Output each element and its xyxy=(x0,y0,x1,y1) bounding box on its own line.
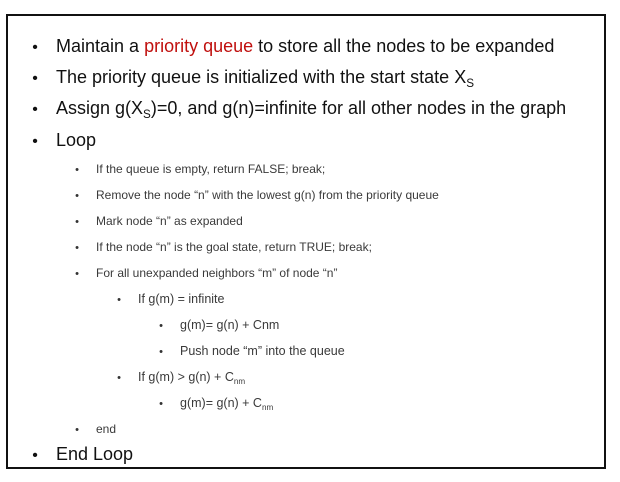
item-text: g(m)= g(n) + Cnm xyxy=(180,318,280,332)
bullet: • xyxy=(32,133,38,150)
list-item-goal-state xyxy=(72,240,372,254)
item-text xyxy=(180,396,273,410)
text-segment: Maintain a xyxy=(56,36,145,56)
list-item-set-g-cnm xyxy=(156,318,279,332)
bullet: • xyxy=(75,216,79,228)
list-item-end xyxy=(72,422,116,436)
item-text: End Loop xyxy=(56,444,134,464)
list-item-for-neighbors xyxy=(72,266,337,280)
item-text: Push node “m” into the queue xyxy=(180,344,345,358)
list-item-assign-g xyxy=(26,98,567,122)
bullet: • xyxy=(75,190,79,202)
bullet: • xyxy=(32,447,38,464)
item-text: If the node “n” is the goal state, return TRUE; break; xyxy=(96,240,372,254)
list-item-end-loop xyxy=(26,444,133,465)
list-item-update-g xyxy=(156,396,273,410)
list-item-queue-empty xyxy=(72,162,325,176)
text-segment: to store all the nodes to be expanded xyxy=(253,36,555,56)
bullet: • xyxy=(75,242,79,254)
text-segment: The priority queue is initialized with the start state X xyxy=(56,67,467,87)
subscript: nm xyxy=(261,402,274,412)
item-text xyxy=(56,98,567,122)
text-segment: Assign g(X xyxy=(56,98,144,118)
bullet: • xyxy=(32,70,38,87)
item-text: If the queue is empty, return FALSE; break; xyxy=(96,162,326,176)
item-text xyxy=(138,370,245,384)
item-text xyxy=(56,36,554,57)
bullet: • xyxy=(159,398,163,410)
slide xyxy=(6,14,606,469)
item-text: If g(m) = infinite xyxy=(138,292,225,306)
subscript: S xyxy=(143,108,151,122)
item-text: For all unexpanded neighbors “m” of node “n” xyxy=(96,266,338,280)
item-text: end xyxy=(96,422,117,436)
list-item-maintain-priority-queue xyxy=(26,36,554,57)
list-item-push-node xyxy=(156,344,345,358)
subscript: S xyxy=(466,77,474,91)
item-text: Mark node “n” as expanded xyxy=(96,214,243,228)
bullet: • xyxy=(117,372,121,384)
bullet: • xyxy=(159,346,163,358)
list-item-loop xyxy=(26,130,96,151)
bullet: • xyxy=(117,294,121,306)
list-item-if-infinite xyxy=(114,292,225,306)
bullet: • xyxy=(32,39,38,56)
list-item-remove-node xyxy=(72,188,439,202)
text-segment: g(m)= g(n) + C xyxy=(180,396,262,410)
item-text xyxy=(56,67,474,91)
bullet: • xyxy=(75,424,79,436)
item-text: Remove the node “n” with the lowest g(n) from the priority queue xyxy=(96,188,439,202)
subscript: nm xyxy=(233,376,246,386)
item-text: Loop xyxy=(56,130,97,150)
bullet: • xyxy=(75,268,79,280)
text-segment: If g(m) > g(n) + C xyxy=(138,370,234,384)
list-item-if-greater xyxy=(114,370,245,384)
bullet: • xyxy=(75,164,79,176)
text-segment: )=0, and g(n)=infinite for all other nodes in the graph xyxy=(150,98,567,118)
bullet: • xyxy=(159,320,163,332)
list-item-mark-expanded xyxy=(72,214,243,228)
highlighted-term: priority queue xyxy=(144,36,254,56)
bullet: • xyxy=(32,101,38,118)
list-item-initialize-queue xyxy=(26,67,474,91)
